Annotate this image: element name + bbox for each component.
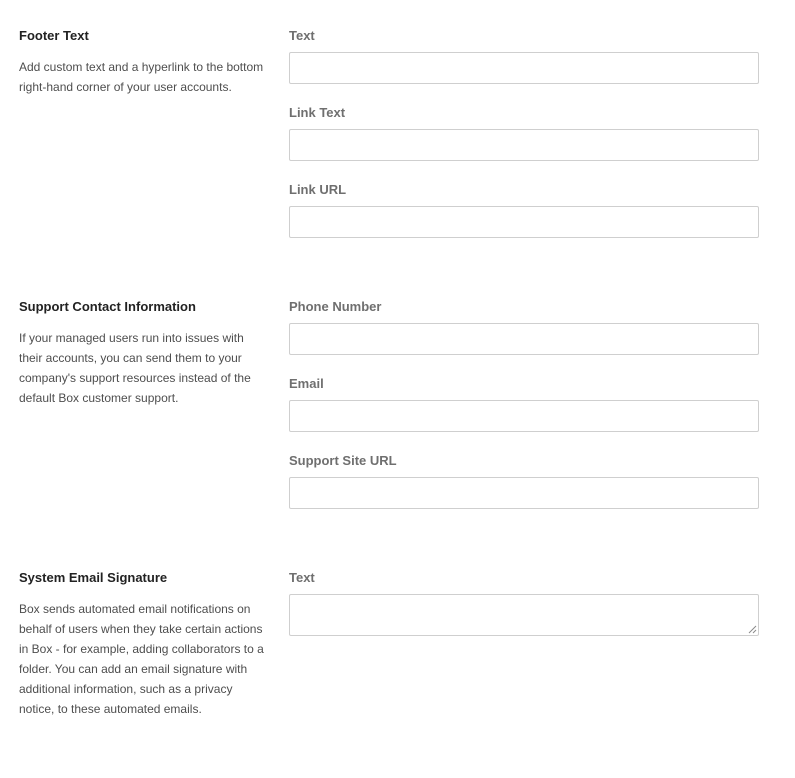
support-site-url-input[interactable] [289, 477, 759, 509]
email-signature-description: Box sends automated email notifications on behalf of users when they take certain actions in Box - for example, adding collaborators to a folder. You can add an email signature with additional information, such as a privacy notice, to these automated emails. [19, 602, 264, 716]
footer-text-input[interactable] [289, 52, 759, 84]
footer-link-text-input[interactable] [289, 129, 759, 161]
footer-text-title: Footer Text [19, 28, 89, 43]
footer-text-description: Add custom text and a hyperlink to the bottom right-hand corner of your user accounts. [19, 60, 264, 94]
footer-link-text-label: Link Text [289, 105, 346, 120]
email-label: Email [289, 376, 324, 391]
footer-text-label: Text [289, 28, 315, 43]
resize-grip-icon[interactable] [748, 625, 757, 634]
email-signature-title: System Email Signature [19, 570, 168, 585]
footer-link-url-label: Link URL [289, 182, 347, 197]
phone-number-input[interactable] [289, 323, 759, 355]
support-contact-description: If your managed users run into issues with their accounts, you can send them to your company's support resources instead of the default Box customer support. [19, 331, 251, 405]
support-site-url-label: Support Site URL [289, 453, 397, 468]
email-signature-textarea[interactable] [289, 594, 759, 636]
phone-number-label: Phone Number [289, 299, 382, 314]
footer-link-url-input[interactable] [289, 206, 759, 238]
support-contact-title: Support Contact Information [19, 299, 196, 314]
email-input[interactable] [289, 400, 759, 432]
email-signature-text-label: Text [289, 570, 315, 585]
